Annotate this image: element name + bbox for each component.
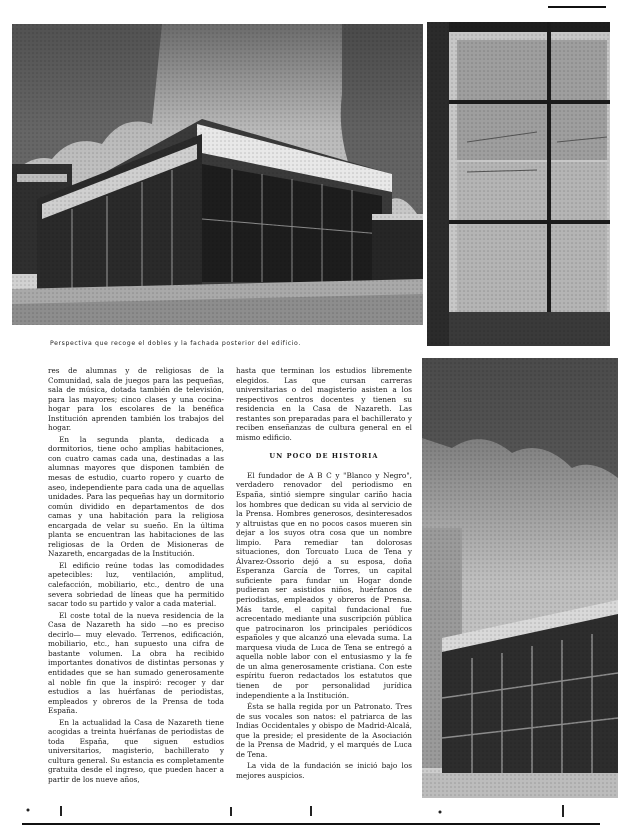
paragraph: El edificio reúne todas las comodidades apetecibles: luz, ventilación, amplitud, calefacción, mobiliario, etc., dentro de una severa sobriedad de líneas que ha permitido sacar todo su partido y valor a cada material. xyxy=(48,560,224,609)
building-side-photo xyxy=(422,358,618,798)
building-photo xyxy=(12,24,423,325)
paragraph: En la segunda planta, dedicada a dormitorios, tiene ocho amplias habitaciones, con cuatro camas cada una, destinadas a las alumnas mayores que disponen también de mesas de estudio, cuarto ropero y cuarto de aseo, independiente para cada una de aquellas unidades. Para las pequeñas hay un dormitorio común dividido en departamentos de dos camas y una habitación para la religiosa encargada de velar su sueño. En la última planta se encuentran las habitaciones de las religiosas de la Orden de Misioneras de Nazareth, encargadas de la Institución. xyxy=(48,434,224,559)
paragraph: El fundador de A B C y "Blanco y Negro", verdadero renovador del periodismo en España, sintió siempre singular cariño hacia los hombres que dedican su vida al servicio de la Prensa. Hombres generosos, desinteresados y altruistas que en no pocos casos mueren sin dejar a los suyos otra cosa que un nombre limpio. Para remediar tan dolorosas situaciones, don Torcuato Luca de Tena y Álvarez-Ossorio dejó a su esposa, doña Esperanza García de Torres, un capital suficiente para fundar un Hogar donde pudieran ser asistidos niños, huérfanos de periodistas, empleados y obreros de Prensa. Más tarde, el capital fundacional fue acrecentado mediante una suscripción pública que patrocinaron los principales periódicos españoles y que alcanzó una elevada suma. La marquesa viuda de Luca de Tena se entregó a aquella noble labor con el entusiasmo y la fe de un alma generosamente cristiana. Con este espíritu fueron redactados los estatutos que tienen de por personalidad jurídica independiente a la Institución. xyxy=(236,470,412,700)
window-detail-photo xyxy=(427,22,610,346)
paragraph: hasta que terminan los estudios libremente elegidos. Las que cursan carreras universitarias o del magisterio asisten a los respectivos centros docentes y tienen su residencia en la Casa de Nazareth. Las restantes son preparadas para el bachillerato y reciben enseñanzas de cultura general en el mismo edificio. xyxy=(236,366,412,442)
paragraph: El coste total de la nueva residencia de la Casa de Nazareth ha sido —no es preciso decirlo— muy elevado. Terrenos, edificación, mobiliario, etc., han supuesto una cifra de bastante volumen. La obra ha recibido importantes donativos de distintas personas y entidades que se han sumado generosamente al noble fin que la inspiró: recoger y dar estudios a las huérfanas de periodistas, empleados y obreros de la Prensa de toda España. xyxy=(48,610,224,716)
paragraph: La vida de la fundación se inició bajo los mejores auspicios. xyxy=(236,761,412,780)
text-column-1 xyxy=(48,366,224,785)
text-column-2 xyxy=(236,366,412,780)
figure-caption: Perspectiva que recoge el dobles y la fachada posterior del edificio. xyxy=(50,340,301,348)
paragraph: Ésta se halla regida por un Patronato. Tres de sus vocales son natos: el patriarca de las Indias Occidentales y obispo de Madrid-Alcalá, que la preside; el presidente de la Asociación de la Prensa de Madrid, y el marqués de Luca de Tena. xyxy=(236,702,412,759)
registration-marks xyxy=(20,804,600,820)
section-heading: UN POCO DE HISTORIA xyxy=(269,452,379,461)
paragraph: En la actualidad la Casa de Nazareth tiene acogidas a treinta huérfanas de periodistas de toda España, que siguen estudios universitarios, magisterio, bachillerato y cultura general. Su estancia es completamente gratuita desde el ingreso, que pueden hacer a partir de los nueve años, xyxy=(48,717,224,784)
paragraph: res de alumnas y de religiosas de la Comunidad, sala de juegos para las pequeñas, sala de música, dotada también de televisión, para las mayores; cinco clases y una cocina-hogar para los escolares de la benéfica Institución aprenden también los trabajos del hogar. xyxy=(48,366,224,433)
bottom-rule xyxy=(22,823,600,825)
top-rule xyxy=(548,6,606,8)
